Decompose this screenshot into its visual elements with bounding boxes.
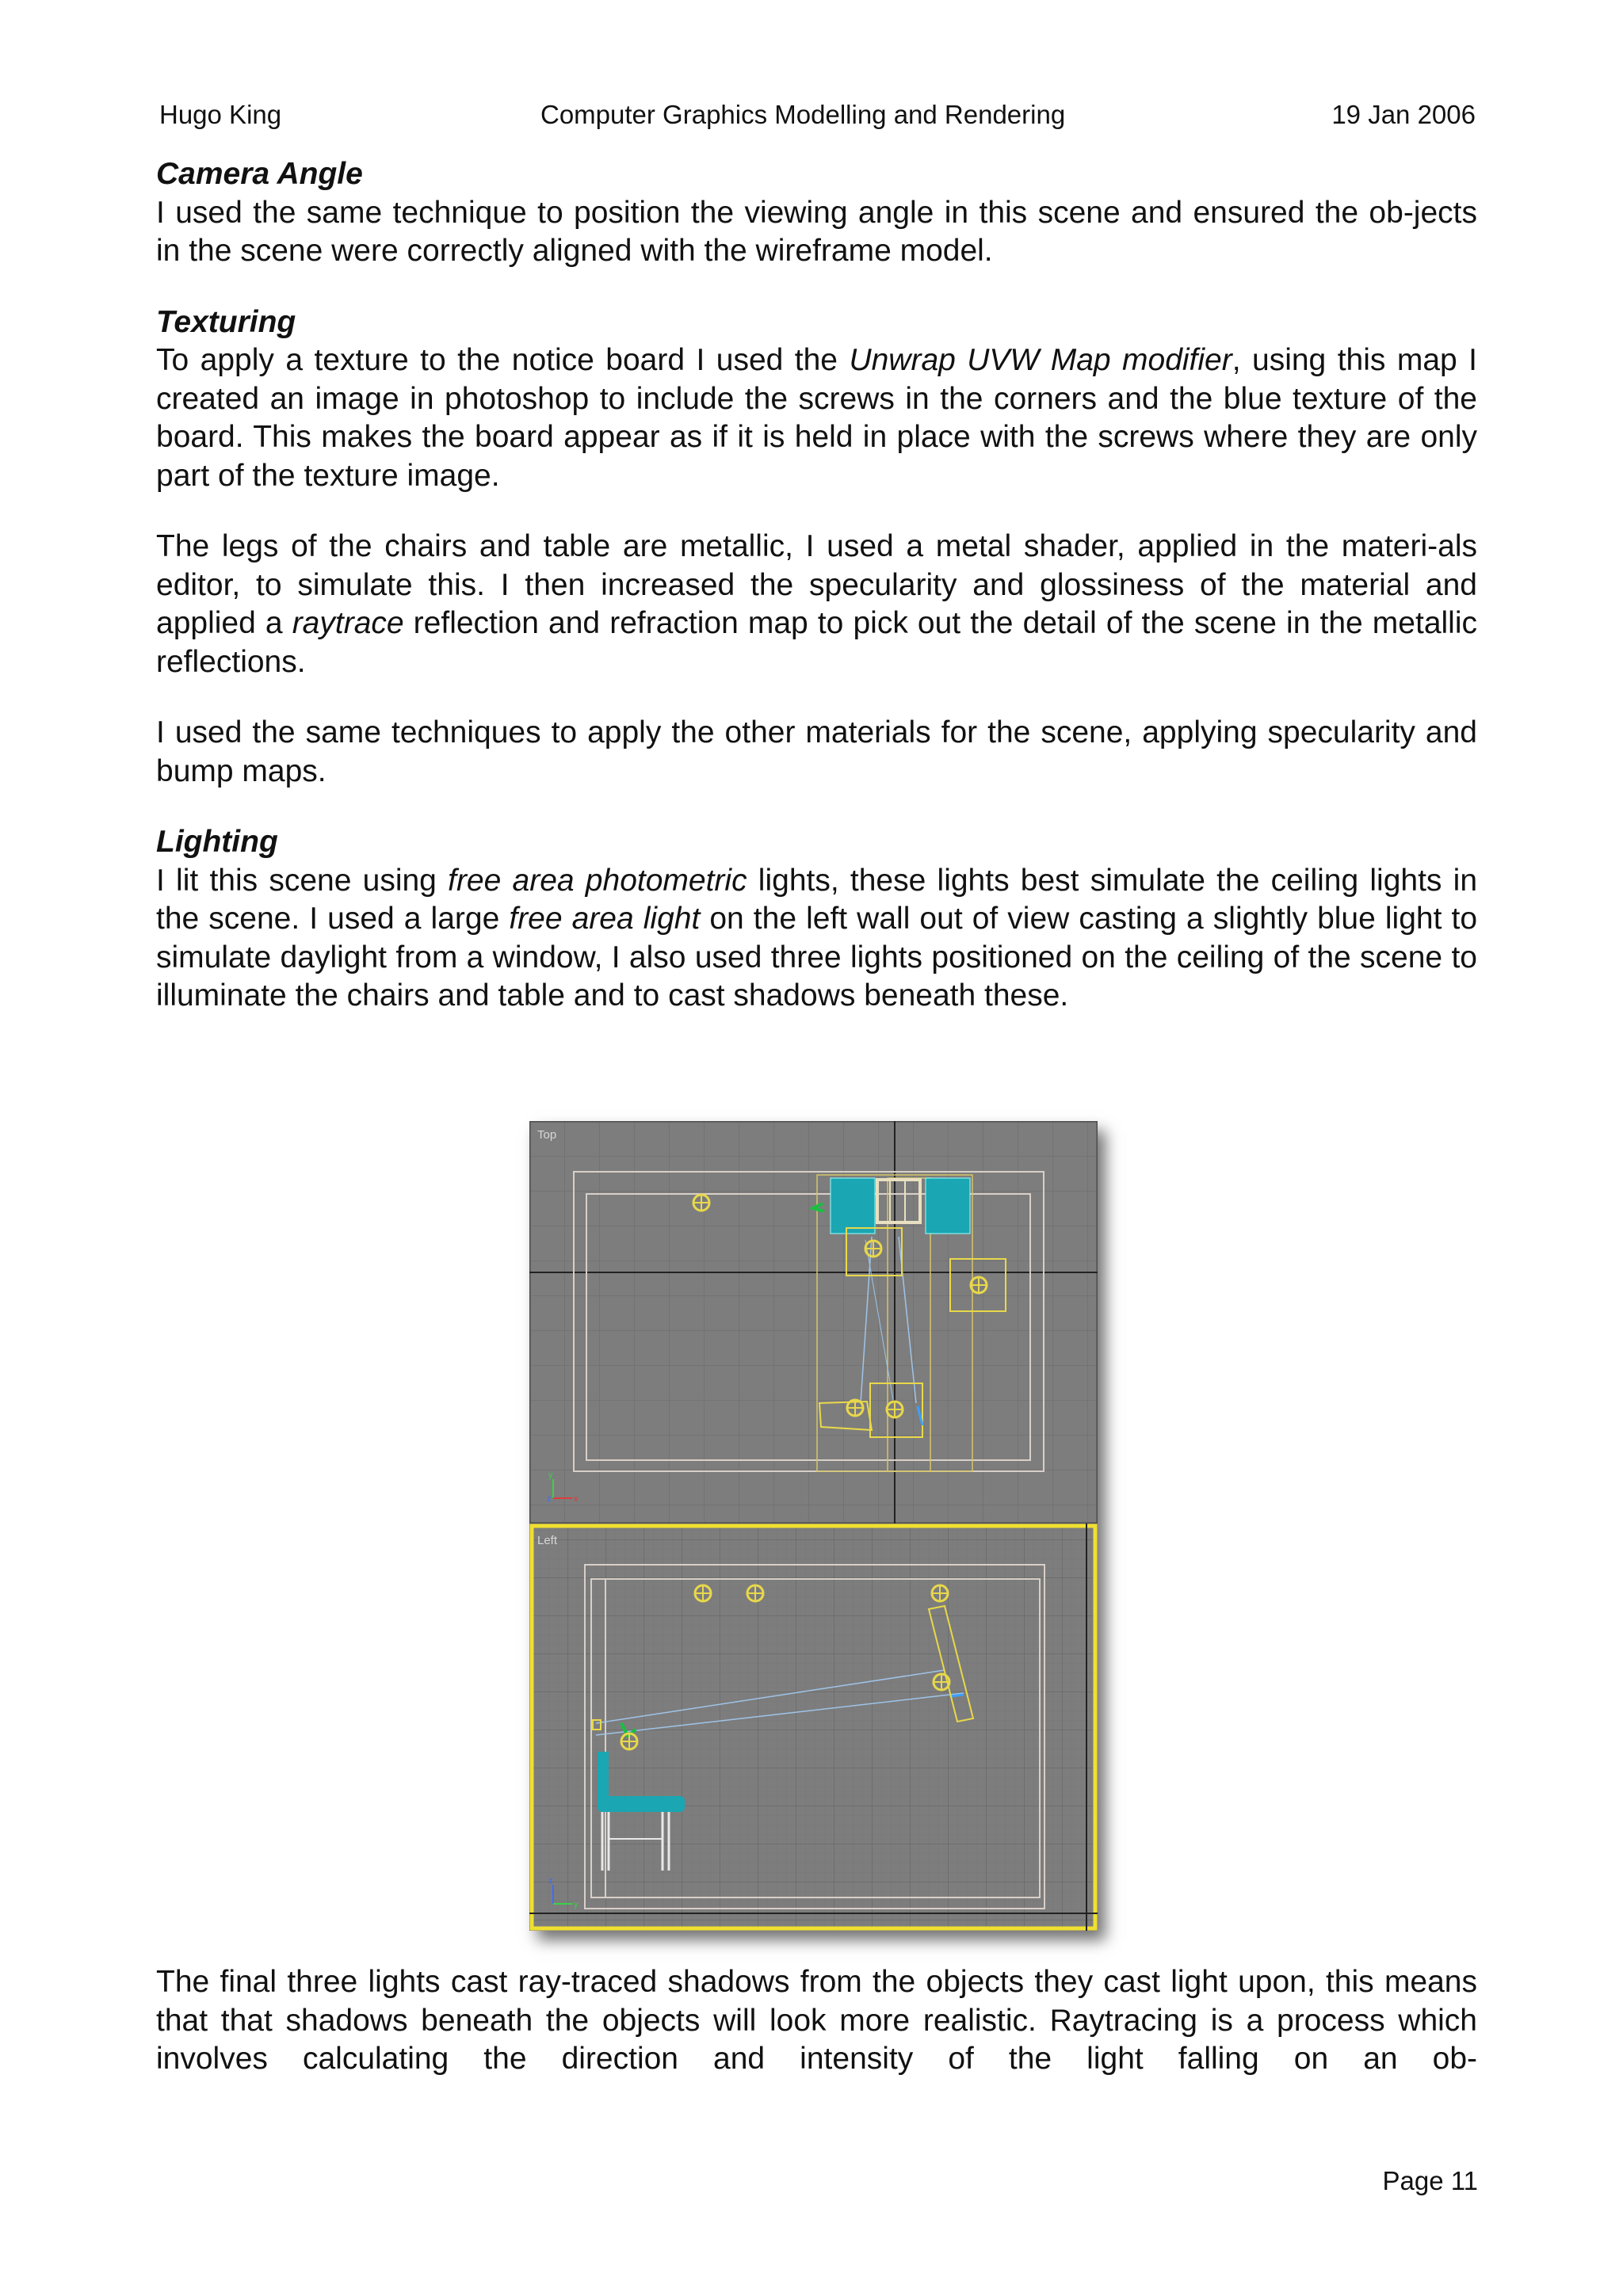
top-viewport[interactable] <box>529 1121 1098 1524</box>
left-viewport-label: Left <box>537 1534 558 1547</box>
header-date: 19 Jan 2006 <box>1331 100 1476 129</box>
viewport-screenshot-figure <box>529 1121 1098 1931</box>
svg-text:y: y <box>574 1900 579 1909</box>
top-viewport-label: Top <box>537 1128 557 1142</box>
light-icon[interactable] <box>747 1585 763 1601</box>
light-icon[interactable] <box>865 1241 881 1257</box>
light-icon[interactable] <box>693 1195 709 1211</box>
light-icon[interactable] <box>971 1277 987 1293</box>
light-icon[interactable] <box>695 1585 711 1601</box>
svg-text:z: z <box>548 1876 553 1886</box>
svg-text:z: z <box>547 1494 552 1504</box>
header-author: Hugo King <box>159 100 282 129</box>
page-number: Page 11 <box>1382 2166 1478 2195</box>
page-header <box>156 100 1477 132</box>
paragraph-raytracing: The final three lights cast ray-traced shadows from the objects they cast light upon, this means that that shadows beneath the objects will look more realistic. Raytracing is a process which involves calculating the direction and intensity of the light falling on an ob- <box>156 1965 1477 2076</box>
paragraph-texturing-1: To apply a texture to the notice board I used the Unwrap UVW Map modifier, using this map I created an image in photoshop to include the screws in the corners and the blue texture of the board. This makes the board appear as if it is held in place with the screws where they are only part of the texture image. <box>156 343 1477 493</box>
heading-camera-angle: Camera Angle <box>156 157 363 191</box>
paragraph-texturing-2: The legs of the chairs and table are metallic, I used a metal shader, applied in the materi-als editor, to simulate this. I then increased the specularity and glossiness of the material and applied a raytrace reflection and refraction map to pick out the detail of the scene in the metallic reflections. <box>156 529 1477 679</box>
light-icon[interactable] <box>621 1733 637 1749</box>
light-icon[interactable] <box>932 1585 948 1601</box>
svg-text:x: x <box>574 1494 579 1504</box>
light-icon[interactable] <box>934 1674 949 1690</box>
light-icon[interactable] <box>887 1402 903 1417</box>
document-body <box>156 155 1477 1016</box>
document-body-continued <box>156 1963 1477 2079</box>
heading-lighting: Lighting <box>156 825 278 859</box>
heading-texturing: Texturing <box>156 304 296 339</box>
emphasis-free-area-photometric: free area photometric <box>448 863 747 898</box>
light-icon[interactable] <box>847 1400 863 1416</box>
chair-left <box>831 1178 875 1234</box>
paragraph-texturing-3: I used the same techniques to apply the other materials for the scene, applying specularity and bump maps. <box>156 715 1477 788</box>
emphasis-raytrace: raytrace <box>292 606 404 640</box>
emphasis-free-area-light: free area light <box>509 902 701 936</box>
left-viewport[interactable] <box>529 1524 1098 1931</box>
paragraph-camera-angle: I used the same technique to position the viewing angle in this scene and ensured the ob-jects in the scene were correctly aligned with the wireframe model. <box>156 195 1477 268</box>
svg-text:y: y <box>548 1470 553 1480</box>
header-title: Computer Graphics Modelling and Rendering <box>540 100 1066 129</box>
paragraph-lighting: I lit this scene using free area photometric lights, these lights best simulate the ceiling lights in the scene. I used a large free area light on the left wall out of view casting a slightly blue light to simulate daylight from a window, I also used three lights positioned on the ceiling of the scene to illuminate the chairs and table and to cast shadows beneath these. <box>156 863 1478 1013</box>
emphasis-unwrap-uvw: Unwrap UVW Map modifier <box>849 343 1232 377</box>
chair-right <box>926 1178 970 1234</box>
